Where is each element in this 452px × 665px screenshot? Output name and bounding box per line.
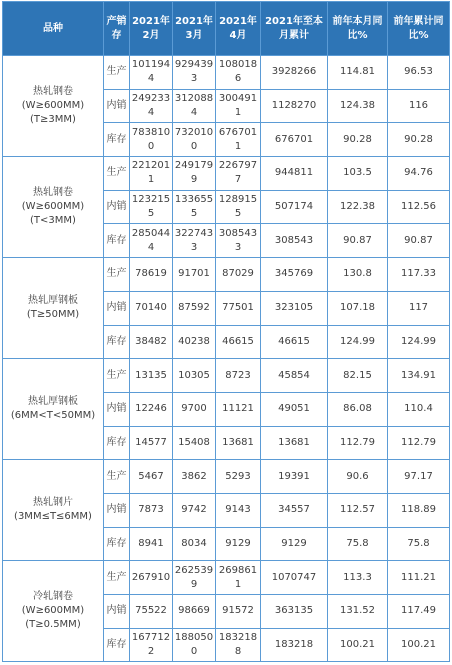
value-feb: 75522 bbox=[130, 595, 173, 629]
header-cumulative: 2021年至本月累计 bbox=[261, 2, 328, 56]
value-yoy-cumulative: 117 bbox=[388, 291, 450, 325]
row-type: 库存 bbox=[104, 426, 130, 460]
product-name: 冷轧钢卷(W≥600MM)(T≥0.5MM) bbox=[3, 561, 104, 662]
value-feb: 1011944 bbox=[130, 56, 173, 90]
value-yoy-cumulative: 90.87 bbox=[388, 224, 450, 258]
value-feb: 1677122 bbox=[130, 628, 173, 662]
value-feb: 8941 bbox=[130, 527, 173, 561]
value-yoy-month: 90.87 bbox=[328, 224, 388, 258]
value-cumulative: 944811 bbox=[261, 157, 328, 191]
value-yoy-month: 103.5 bbox=[328, 157, 388, 191]
product-name: 热轧厚钢板(6MM<T<50MM) bbox=[3, 359, 104, 460]
value-mar: 8034 bbox=[173, 527, 216, 561]
value-apr: 3004911 bbox=[216, 89, 261, 123]
value-feb: 7873 bbox=[130, 493, 173, 527]
value-cumulative: 46615 bbox=[261, 325, 328, 359]
value-cumulative: 13681 bbox=[261, 426, 328, 460]
row-type: 库存 bbox=[104, 224, 130, 258]
row-type: 内销 bbox=[104, 291, 130, 325]
value-yoy-cumulative: 124.99 bbox=[388, 325, 450, 359]
value-mar: 91701 bbox=[173, 258, 216, 292]
value-apr: 11121 bbox=[216, 392, 261, 426]
value-apr: 1289155 bbox=[216, 190, 261, 224]
value-yoy-cumulative: 100.21 bbox=[388, 628, 450, 662]
value-yoy-month: 113.3 bbox=[328, 561, 388, 595]
value-feb: 13135 bbox=[130, 359, 173, 393]
value-cumulative: 45854 bbox=[261, 359, 328, 393]
value-feb: 38482 bbox=[130, 325, 173, 359]
value-yoy-month: 124.99 bbox=[328, 325, 388, 359]
table-row bbox=[3, 561, 450, 595]
value-cumulative: 3928266 bbox=[261, 56, 328, 90]
value-cumulative: 323105 bbox=[261, 291, 328, 325]
table-row bbox=[3, 359, 450, 393]
row-type: 生产 bbox=[104, 561, 130, 595]
value-yoy-month: 114.81 bbox=[328, 56, 388, 90]
value-cumulative: 1070747 bbox=[261, 561, 328, 595]
value-cumulative: 308543 bbox=[261, 224, 328, 258]
value-mar: 3862 bbox=[173, 460, 216, 494]
table-row bbox=[3, 157, 450, 191]
value-cumulative: 9129 bbox=[261, 527, 328, 561]
product-name: 热轧厚钢板(T≥50MM) bbox=[3, 258, 104, 359]
value-yoy-month: 122.38 bbox=[328, 190, 388, 224]
value-apr: 2698611 bbox=[216, 561, 261, 595]
value-yoy-cumulative: 117.33 bbox=[388, 258, 450, 292]
value-feb: 12246 bbox=[130, 392, 173, 426]
value-apr: 6767011 bbox=[216, 123, 261, 157]
header-apr: 2021年4月 bbox=[216, 2, 261, 56]
value-feb: 5467 bbox=[130, 460, 173, 494]
value-mar: 9700 bbox=[173, 392, 216, 426]
value-cumulative: 1128270 bbox=[261, 89, 328, 123]
value-feb: 2492334 bbox=[130, 89, 173, 123]
value-yoy-month: 112.57 bbox=[328, 493, 388, 527]
value-cumulative: 19391 bbox=[261, 460, 328, 494]
value-yoy-cumulative: 116 bbox=[388, 89, 450, 123]
value-yoy-month: 100.21 bbox=[328, 628, 388, 662]
value-yoy-cumulative: 75.8 bbox=[388, 527, 450, 561]
value-mar: 2491799 bbox=[173, 157, 216, 191]
row-type: 生产 bbox=[104, 157, 130, 191]
value-cumulative: 363135 bbox=[261, 595, 328, 629]
value-apr: 3085433 bbox=[216, 224, 261, 258]
header-yoy-cumulative: 前年累计同比% bbox=[388, 2, 450, 56]
value-apr: 1080186 bbox=[216, 56, 261, 90]
value-mar: 98669 bbox=[173, 595, 216, 629]
value-mar: 9742 bbox=[173, 493, 216, 527]
value-feb: 14577 bbox=[130, 426, 173, 460]
value-yoy-cumulative: 97.17 bbox=[388, 460, 450, 494]
value-mar: 2625399 bbox=[173, 561, 216, 595]
table-row bbox=[3, 460, 450, 494]
value-apr: 9129 bbox=[216, 527, 261, 561]
value-yoy-cumulative: 112.56 bbox=[388, 190, 450, 224]
header-type: 产销存 bbox=[104, 2, 130, 56]
value-mar: 3120884 bbox=[173, 89, 216, 123]
value-feb: 2212011 bbox=[130, 157, 173, 191]
row-type: 库存 bbox=[104, 628, 130, 662]
value-apr: 13681 bbox=[216, 426, 261, 460]
value-yoy-cumulative: 96.53 bbox=[388, 56, 450, 90]
value-feb: 2850444 bbox=[130, 224, 173, 258]
value-yoy-month: 90.6 bbox=[328, 460, 388, 494]
value-mar: 9294393 bbox=[173, 56, 216, 90]
value-yoy-month: 124.38 bbox=[328, 89, 388, 123]
value-cumulative: 183218 bbox=[261, 628, 328, 662]
value-yoy-cumulative: 118.89 bbox=[388, 493, 450, 527]
row-type: 内销 bbox=[104, 190, 130, 224]
header-product: 品种 bbox=[3, 2, 104, 56]
product-name: 热轧钢片(3MM≤T≤6MM) bbox=[3, 460, 104, 561]
header-mar: 2021年3月 bbox=[173, 2, 216, 56]
value-cumulative: 676701 bbox=[261, 123, 328, 157]
value-cumulative: 345769 bbox=[261, 258, 328, 292]
value-yoy-cumulative: 117.49 bbox=[388, 595, 450, 629]
value-apr: 9143 bbox=[216, 493, 261, 527]
value-mar: 15408 bbox=[173, 426, 216, 460]
value-yoy-cumulative: 134.91 bbox=[388, 359, 450, 393]
value-yoy-month: 131.52 bbox=[328, 595, 388, 629]
row-type: 库存 bbox=[104, 123, 130, 157]
value-apr: 46615 bbox=[216, 325, 261, 359]
value-cumulative: 507174 bbox=[261, 190, 328, 224]
row-type: 库存 bbox=[104, 527, 130, 561]
value-yoy-month: 82.15 bbox=[328, 359, 388, 393]
value-yoy-cumulative: 94.76 bbox=[388, 157, 450, 191]
row-type: 库存 bbox=[104, 325, 130, 359]
table-row bbox=[3, 258, 450, 292]
value-mar: 1880500 bbox=[173, 628, 216, 662]
value-apr: 87029 bbox=[216, 258, 261, 292]
value-mar: 40238 bbox=[173, 325, 216, 359]
row-type: 内销 bbox=[104, 493, 130, 527]
value-apr: 91572 bbox=[216, 595, 261, 629]
value-mar: 7320100 bbox=[173, 123, 216, 157]
row-type: 内销 bbox=[104, 392, 130, 426]
value-mar: 1336555 bbox=[173, 190, 216, 224]
value-yoy-month: 107.18 bbox=[328, 291, 388, 325]
value-cumulative: 34557 bbox=[261, 493, 328, 527]
product-name: 热轧钢卷(W≥600MM)(T≥3MM) bbox=[3, 56, 104, 157]
value-apr: 1832188 bbox=[216, 628, 261, 662]
value-cumulative: 49051 bbox=[261, 392, 328, 426]
row-type: 生产 bbox=[104, 460, 130, 494]
row-type: 内销 bbox=[104, 89, 130, 123]
value-yoy-month: 112.79 bbox=[328, 426, 388, 460]
row-type: 生产 bbox=[104, 56, 130, 90]
header-feb: 2021年2月 bbox=[130, 2, 173, 56]
value-apr: 5293 bbox=[216, 460, 261, 494]
steel-production-table bbox=[2, 1, 450, 662]
value-yoy-month: 90.28 bbox=[328, 123, 388, 157]
value-yoy-cumulative: 111.21 bbox=[388, 561, 450, 595]
value-feb: 7838100 bbox=[130, 123, 173, 157]
table-body bbox=[3, 56, 450, 662]
value-apr: 2267977 bbox=[216, 157, 261, 191]
value-mar: 87592 bbox=[173, 291, 216, 325]
value-yoy-month: 75.8 bbox=[328, 527, 388, 561]
value-feb: 267910 bbox=[130, 561, 173, 595]
value-yoy-cumulative: 90.28 bbox=[388, 123, 450, 157]
header-row bbox=[3, 2, 450, 56]
row-type: 生产 bbox=[104, 359, 130, 393]
table-row bbox=[3, 56, 450, 90]
value-mar: 10305 bbox=[173, 359, 216, 393]
value-feb: 78619 bbox=[130, 258, 173, 292]
value-yoy-month: 86.08 bbox=[328, 392, 388, 426]
value-apr: 8723 bbox=[216, 359, 261, 393]
value-yoy-cumulative: 110.4 bbox=[388, 392, 450, 426]
value-feb: 70140 bbox=[130, 291, 173, 325]
header-yoy-month: 前年本月同比% bbox=[328, 2, 388, 56]
value-yoy-month: 130.8 bbox=[328, 258, 388, 292]
row-type: 内销 bbox=[104, 595, 130, 629]
value-yoy-cumulative: 112.79 bbox=[388, 426, 450, 460]
value-apr: 77501 bbox=[216, 291, 261, 325]
row-type: 生产 bbox=[104, 258, 130, 292]
value-feb: 1232155 bbox=[130, 190, 173, 224]
product-name: 热轧钢卷(W≥600MM)(T<3MM) bbox=[3, 157, 104, 258]
value-mar: 3227433 bbox=[173, 224, 216, 258]
